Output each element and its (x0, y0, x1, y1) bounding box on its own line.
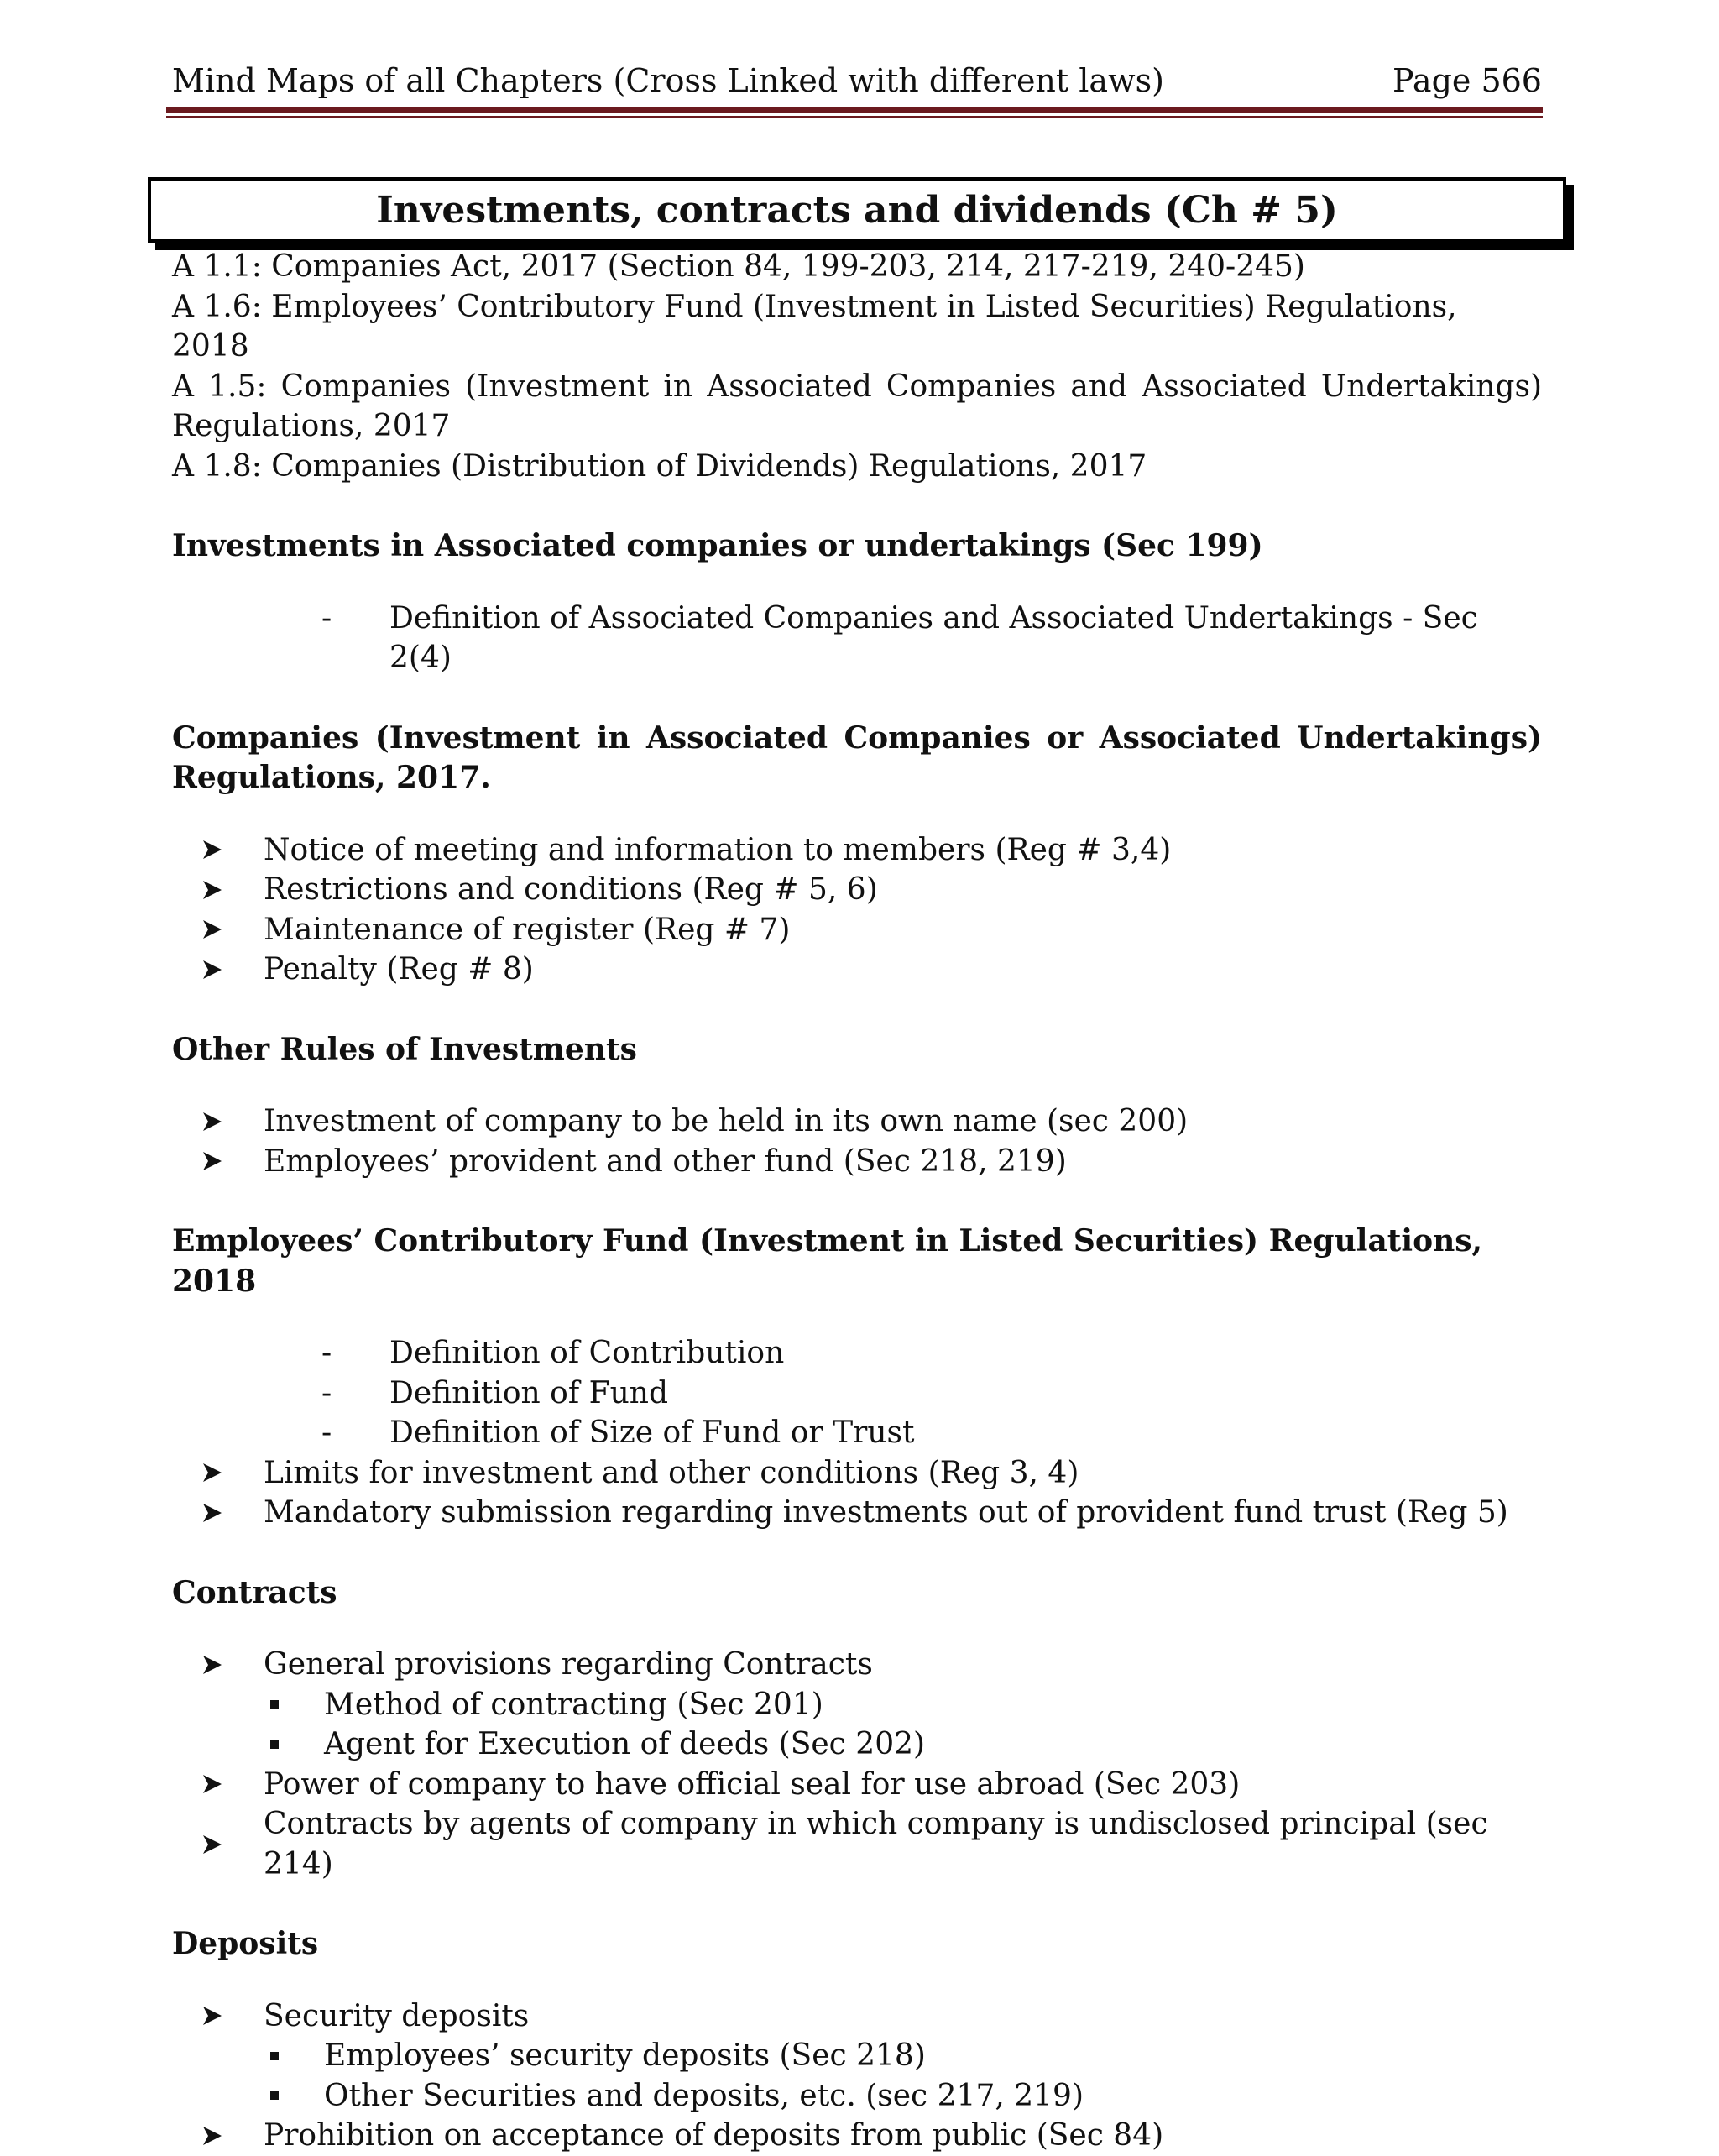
list-item (172, 1142, 1542, 1182)
list-item-text: Notice of meeting and information to members (Reg # 3,4) (264, 832, 1172, 867)
arrowhead-bullet-icon (202, 1453, 264, 1494)
list-item-text: Definition of Associated Companies and Associated Undertakings - Sec 2(4) (389, 600, 1478, 675)
reference-line: A 1.1: Companies Act, 2017 (Section 84, 199-203, 214, 217-219, 240-245) (172, 249, 1305, 284)
arrowhead-bullet-icon (202, 1765, 264, 1805)
page-content (172, 247, 1542, 2156)
arrowhead-bullet-icon (202, 1142, 264, 1182)
list-item (172, 1453, 1542, 1494)
list-item-text: Security deposits (264, 1998, 530, 2033)
header-rule (166, 107, 1543, 113)
list-item-text: Definition of Fund (389, 1375, 668, 1410)
reference-line: A 1.5: Companies (Investment in Associated Companies and Associated Undertakings) (172, 369, 1542, 404)
list-item-text: Investment of company to be held in its own name (sec 200) (264, 1104, 1189, 1138)
header-rule-thin (166, 116, 1543, 118)
arrowhead-bullet-icon (202, 1804, 264, 1884)
list-item (172, 830, 1542, 871)
list-item (172, 1804, 1542, 1884)
reference-line: A 1.6: Employees’ Contributory Fund (Investment in Listed Securities) Regulations, 2018 (172, 289, 1457, 364)
list-item (172, 1374, 1542, 1414)
sub-list-item (172, 2076, 1542, 2117)
sub-list-item-text: Method of contracting (Sec 201) (324, 1687, 823, 1722)
list-item-text: Prohibition on acceptance of deposits from public (Sec 84) (264, 2118, 1164, 2153)
square-bullet-icon (264, 1685, 324, 1725)
list-item-text: Contracts by agents of company in which company is undisclosed principal (sec 214) (264, 1807, 1488, 1881)
list-item (172, 950, 1542, 990)
arrowhead-bullet-icon (202, 830, 264, 871)
dash-bullet: - (321, 1336, 332, 1370)
arrowhead-bullet-icon (202, 1996, 264, 2037)
list-item-text: Employees’ provident and other fund (Sec 218, 219) (264, 1143, 1067, 1179)
list-item-text: Limits for investment and other conditions (Reg 3, 4) (264, 1455, 1079, 1490)
list-item-text: Power of company to have official seal for use abroad (Sec 203) (264, 1766, 1241, 1802)
list-item (172, 1413, 1542, 1453)
list-item (172, 2116, 1542, 2156)
list-item (172, 1765, 1542, 1805)
sub-list-item-text: Other Securities and deposits, etc. (sec 217, 219) (324, 2078, 1084, 2113)
list-item (172, 1645, 1542, 1685)
dash-bullet: - (321, 1416, 332, 1450)
chapter-title: Investments, contracts and dividends (Ch # 5) (376, 188, 1338, 232)
arrowhead-bullet-icon (202, 1102, 264, 1142)
section-heading: Companies (Investment in Associated Companies or Associated Undertakings) (172, 720, 1542, 756)
sub-list-item (172, 1685, 1542, 1725)
list-item (172, 1996, 1542, 2037)
section-heading: Employees’ Contributory Fund (Investment in Listed Securities) Regulations, 2018 (172, 1223, 1483, 1299)
sub-list-item (172, 2036, 1542, 2076)
arrowhead-bullet-icon (202, 950, 264, 990)
list-item-text: Maintenance of register (Reg # 7) (264, 912, 791, 947)
list-item-text: General provisions regarding Contracts (264, 1647, 873, 1682)
dash-bullet: - (321, 1375, 332, 1410)
page-number: Page 566 (1392, 62, 1542, 99)
section-heading: Contracts (172, 1574, 337, 1610)
square-bullet-icon (264, 2076, 324, 2117)
list-item (172, 1102, 1542, 1142)
square-bullet-icon (264, 2036, 324, 2076)
list-item-text: Definition of Size of Fund or Trust (389, 1416, 915, 1450)
section-heading: Investments in Associated companies or undertakings (Sec 199) (172, 528, 1263, 563)
list-item (172, 910, 1542, 950)
page-header (172, 62, 1542, 101)
list-item-text: Definition of Contribution (389, 1336, 785, 1370)
square-bullet-icon (264, 1724, 324, 1765)
arrowhead-bullet-icon (202, 870, 264, 910)
list-item (172, 1493, 1542, 1533)
arrowhead-bullet-icon (202, 910, 264, 950)
arrowhead-bullet-icon (202, 1645, 264, 1685)
list-item-text: Penalty (Reg # 8) (264, 952, 534, 986)
reference-line: A 1.8: Companies (Distribution of Dividends) Regulations, 2017 (172, 448, 1147, 484)
section-heading: Other Rules of Investments (172, 1031, 637, 1067)
list-item (172, 1333, 1542, 1374)
sub-list-item-text: Agent for Execution of deeds (Sec 202) (324, 1727, 926, 1761)
sub-list-item (172, 1724, 1542, 1765)
section-heading: Deposits (172, 1926, 319, 1961)
section-heading-cont: Regulations, 2017. (172, 760, 491, 795)
reference-line: Regulations, 2017 (172, 409, 451, 443)
list-item-text: Restrictions and conditions (Reg # 5, 6) (264, 872, 878, 907)
arrowhead-bullet-icon (202, 1493, 264, 1533)
list-item (172, 870, 1542, 910)
arrowhead-bullet-icon (202, 2116, 264, 2156)
sub-list-item-text: Employees’ security deposits (Sec 218) (324, 2038, 926, 2073)
dash-bullet: - (321, 600, 332, 636)
list-item-text: Mandatory submission regarding investments out of provident fund trust (Reg 5) (264, 1495, 1508, 1530)
chapter-title-box (148, 177, 1566, 243)
header-title: Mind Maps of all Chapters (Cross Linked with different laws) (172, 62, 1164, 99)
list-item (172, 599, 1542, 678)
